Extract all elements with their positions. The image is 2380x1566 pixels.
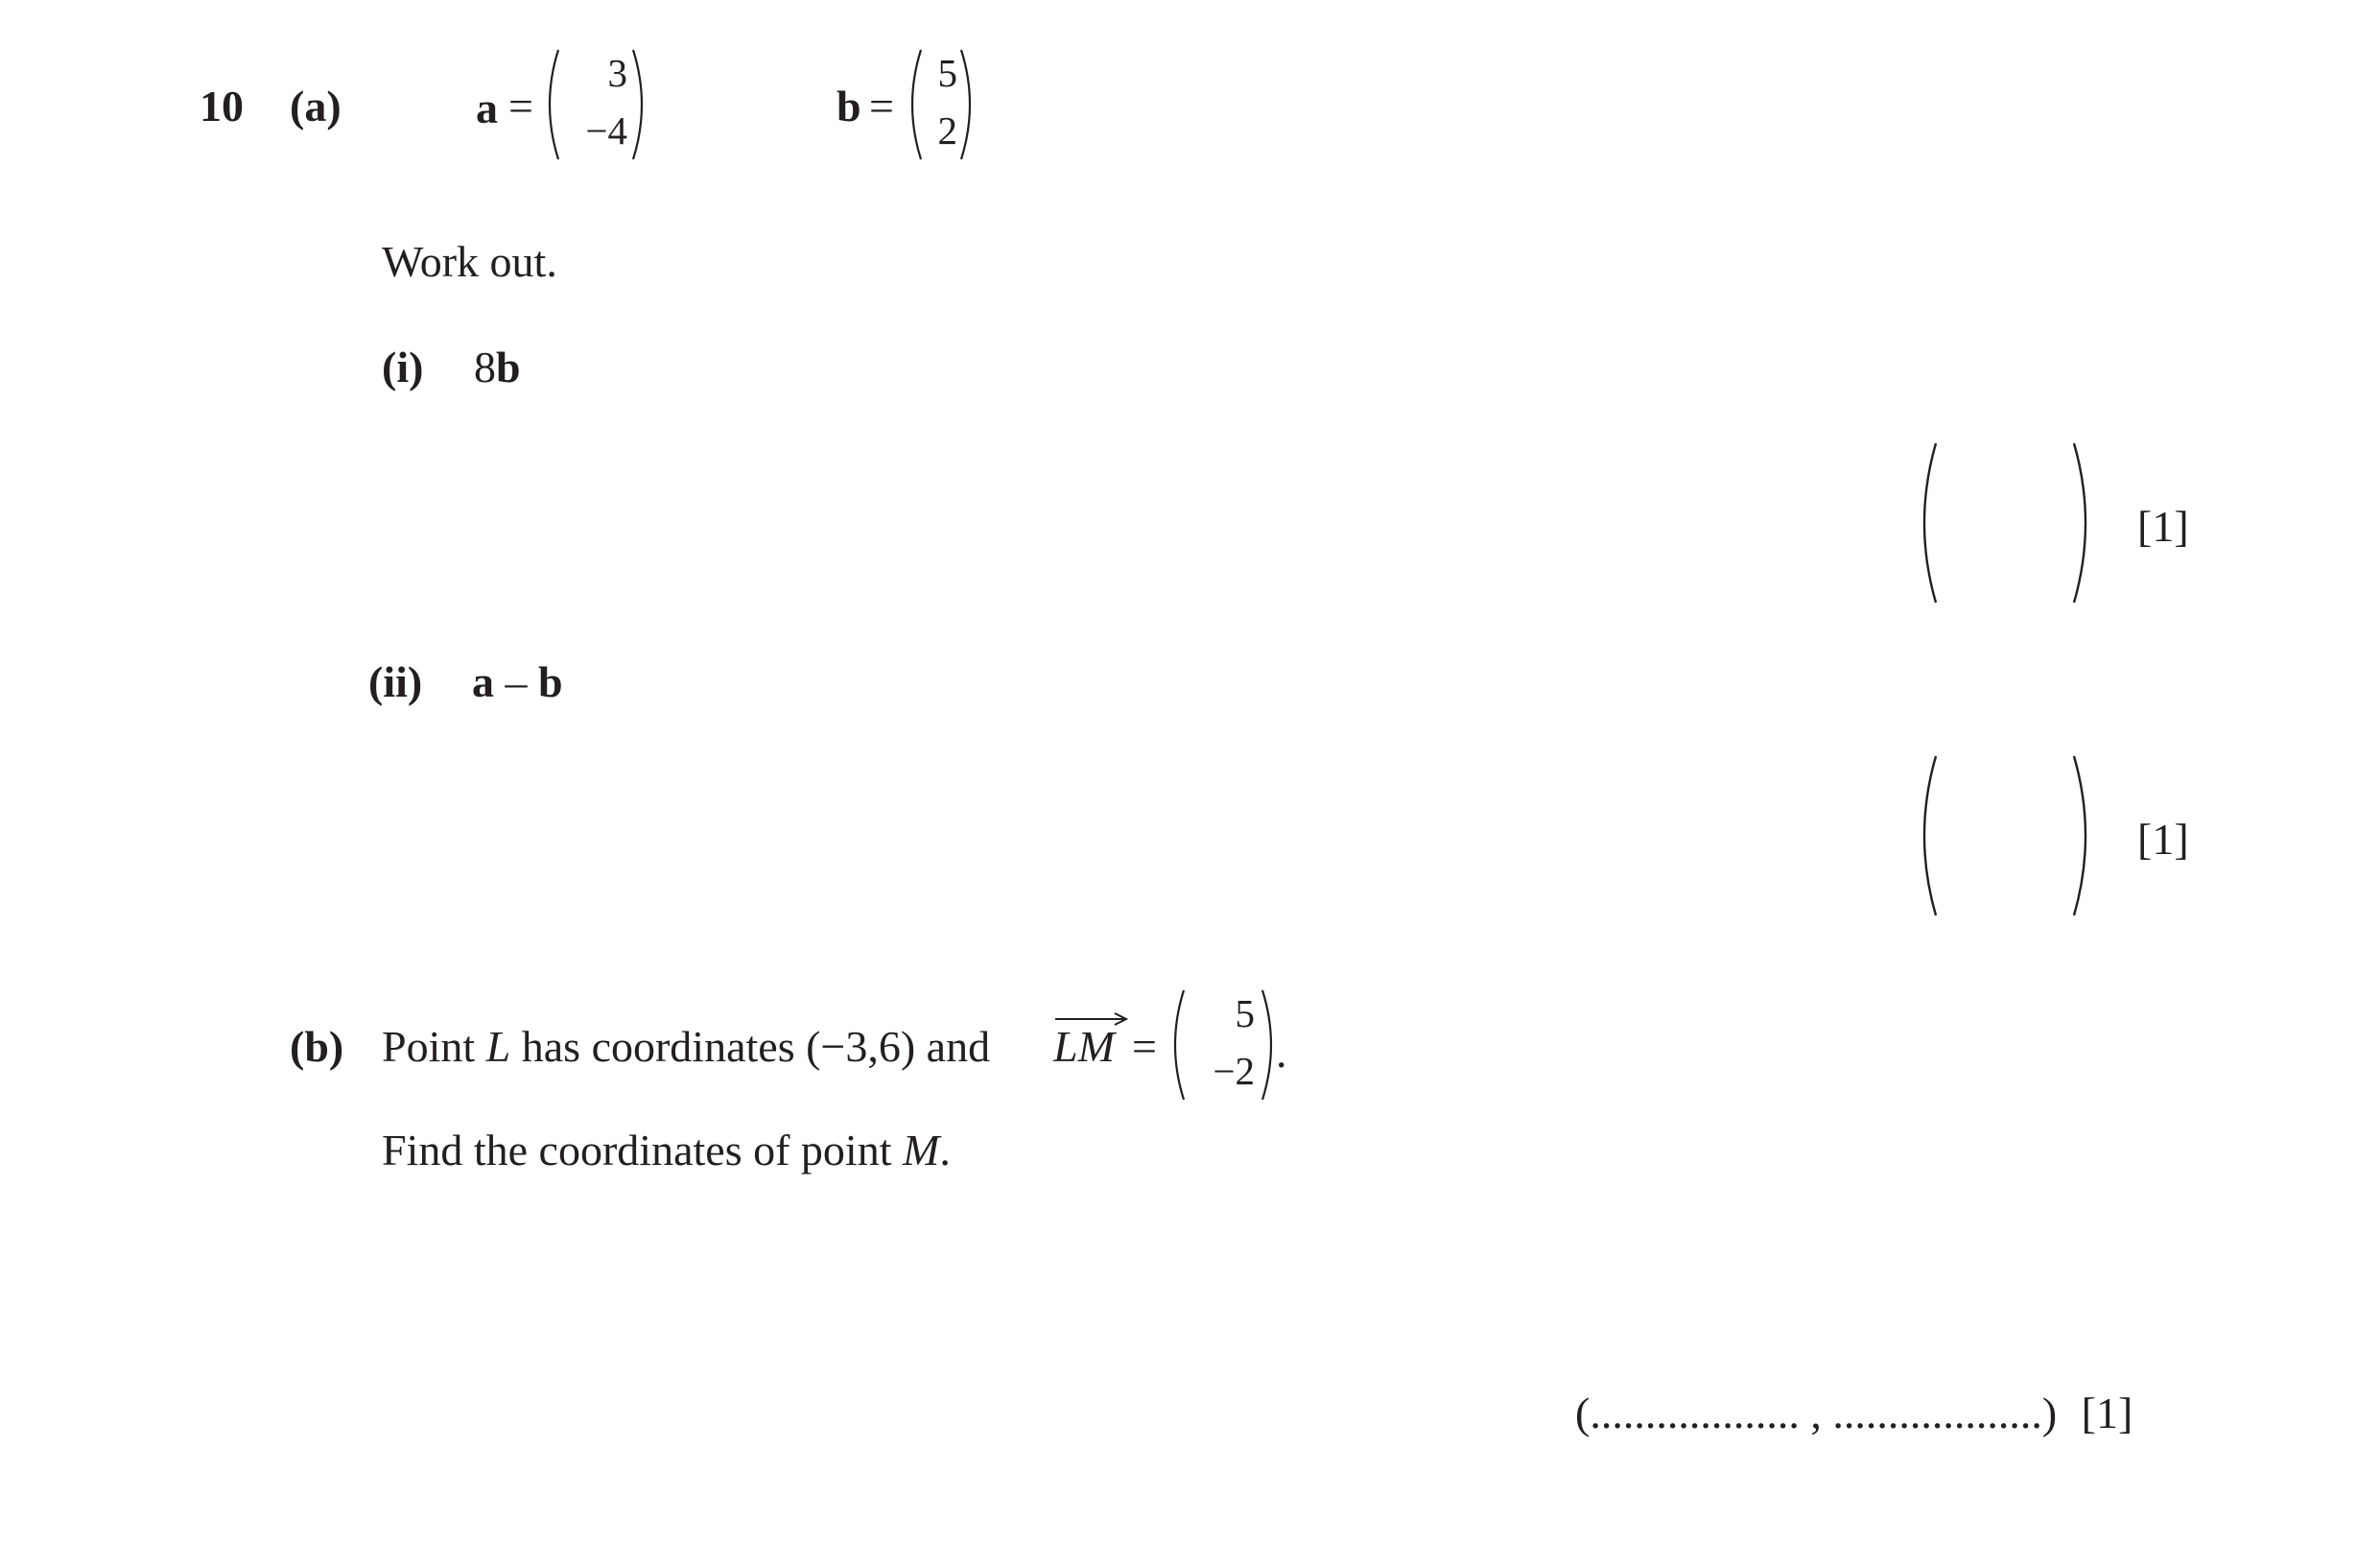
answer-b-sep: , [1810, 1388, 1822, 1437]
part-b-label: (b) [290, 1022, 344, 1071]
answer-b-y-field[interactable]: ................... [1832, 1388, 2042, 1437]
part-b-statement [382, 1022, 991, 1071]
vector-lm-top: 5 [1235, 991, 1255, 1035]
sub-ii-a: a [472, 657, 494, 706]
instruction-text: Work out. [382, 237, 557, 286]
sub-i-coefficient: 8 [474, 343, 496, 392]
vector-lm-name: LM [1053, 1022, 1115, 1071]
point-m: M [902, 1126, 940, 1174]
answer-b-close: ) [2041, 1388, 2058, 1437]
vector-b-bottom: 2 [937, 108, 957, 153]
vector-a-equals: = [508, 82, 533, 130]
part-b-text-2: has coordinates (−3,6) and [510, 1022, 991, 1071]
part-b-end-punct: . [1276, 1028, 1287, 1077]
answer-b-open: ( [1575, 1388, 1591, 1437]
sub-ii-minus: – [505, 657, 528, 706]
part-b-find-text [382, 1128, 951, 1173]
sub-i-label: (i) [382, 343, 424, 392]
point-l: L [485, 1022, 511, 1071]
vector-b-top: 5 [937, 51, 957, 95]
answer-b-line [1575, 1388, 2133, 1437]
vector-b-equals: = [869, 82, 894, 130]
sub-i-expression [474, 345, 521, 390]
sub-ii-b: b [538, 657, 563, 706]
answer-b-marks: [1] [2081, 1388, 2133, 1437]
vector-a-name: a [476, 83, 498, 132]
answer-ii-vector-brackets-icon [1919, 754, 2110, 917]
answer-i-marks: [1] [2137, 502, 2189, 551]
part-b-text-1: Point [382, 1022, 486, 1071]
vector-b-column [907, 48, 975, 161]
part-a-label: (a) [290, 82, 342, 130]
vector-a-column [545, 48, 647, 161]
vector-a-top: 3 [607, 51, 627, 95]
sub-ii-label: (ii) [368, 657, 423, 706]
vector-a-bottom: −4 [585, 108, 627, 153]
answer-ii-marks: [1] [2137, 815, 2189, 864]
vector-lm-equals: = [1132, 1022, 1157, 1071]
question-number: 10 [200, 82, 244, 130]
vector-lm-column [1170, 988, 1276, 1102]
answer-b-x-field[interactable]: ................... [1590, 1388, 1800, 1437]
find-text: Find the coordinates of point [382, 1126, 903, 1174]
sub-ii-expression [472, 657, 563, 706]
find-end: . [939, 1126, 951, 1174]
vector-lm-bottom: −2 [1213, 1049, 1255, 1093]
vector-b-name: b [837, 82, 861, 130]
sub-i-vector: b [496, 343, 521, 392]
answer-i-vector-brackets-icon [1919, 441, 2110, 605]
